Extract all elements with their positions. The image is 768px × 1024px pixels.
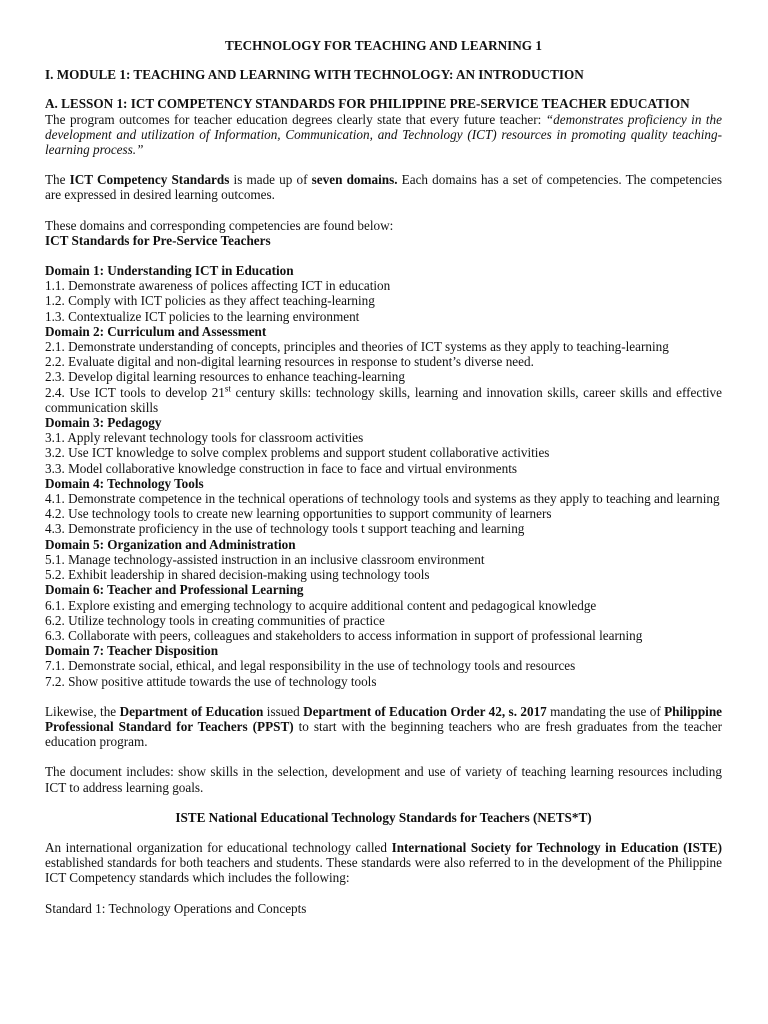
list-item (45, 385, 722, 415)
text: Each domains has a set of competencies. The competencies are expressed in desired learning outcomes. (45, 172, 723, 203)
list-item: 4.3. Demonstrate proficiency in the use of technology tools t support teaching and learning (45, 521, 525, 537)
document-title: TECHNOLOGY FOR TEACHING AND LEARNING 1 (225, 38, 542, 53)
list-item: 5.2. Exhibit leadership in shared decision-making using technology tools (45, 567, 430, 583)
intro-paragraph (45, 112, 722, 158)
text: established standards for both teachers and students. These standards were also referred to in the development of the Philippine ICT Competency standards which includes the following: (45, 855, 722, 886)
domains-intro: These domains and corresponding competencies are found below: (45, 217, 394, 233)
list-item: 4.1. Demonstrate competence in the technical operations of technology tools and systems as they apply to teaching and learning (45, 491, 720, 507)
list-item: 3.3. Model collaborative knowledge construction in face to face and virtual environments (45, 460, 518, 476)
list-item: 7.1. Demonstrate social, ethical, and legal responsibility in the use of technology tools and resources (45, 658, 576, 674)
standards-paragraph (45, 172, 722, 202)
text: The (45, 172, 70, 188)
domain-5-title: Domain 5: Organization and Administration (45, 536, 296, 552)
list-item: 3.2. Use ICT knowledge to solve complex problems and support student collaborative activities (45, 445, 550, 461)
list-item: 6.2. Utilize technology tools in creating communities of practice (45, 612, 385, 628)
text: to start with the beginning teachers who are fresh graduates from the teacher education program. (45, 718, 722, 750)
document-includes-paragraph: The document includes: show skills in the selection, development and use of variety of teaching learning resources including ICT to address learning goals. (45, 764, 722, 795)
intro-lead: The program outcomes for teacher education degrees clearly state that every future teacher: (45, 111, 546, 127)
text: issued (263, 703, 304, 719)
list-item: 1.3. Contextualize ICT policies to the learning environment (45, 308, 360, 324)
intro-quote: “demonstrates proficiency in the development and utilization of Information, Communication, and Technology (ICT) resources in promoting quality teaching-learning process.” (45, 111, 722, 158)
list-item: 2.2. Evaluate digital and non-digital learning resources in response to student’s diverse need. (45, 354, 534, 370)
superscript: st (224, 383, 231, 394)
iste-paragraph (45, 840, 722, 886)
list-item: 6.3. Collaborate with peers, colleagues and stakeholders to access information in support of professional learning (45, 627, 643, 643)
bold-text: seven domains. (311, 172, 398, 188)
lesson-heading: A. LESSON 1: ICT COMPETENCY STANDARDS FOR PHILIPPINE PRE-SERVICE TEACHER EDUCATION (45, 96, 690, 112)
bold-text: Department of Education Order 42, s. 2017 (303, 703, 547, 719)
list-item: 2.1. Demonstrate understanding of concepts, principles and theories of ICT systems as they apply to teaching-learning (45, 339, 669, 355)
bold-text: International Society for Technology in Education (ISTE) (391, 839, 722, 855)
text: is made up of (229, 172, 312, 188)
domain-1-title: Domain 1: Understanding ICT in Education (45, 263, 294, 279)
bold-text: Department of Education (119, 703, 264, 719)
list-item: 3.1. Apply relevant technology tools for classroom activities (45, 430, 364, 446)
domain-6-title: Domain 6: Teacher and Professional Learning (45, 582, 304, 598)
list-item: 7.2. Show positive attitude towards the use of technology tools (45, 673, 377, 689)
domain-4-title: Domain 4: Technology Tools (45, 475, 204, 491)
text: 2.4. Use ICT tools to develop 21 (45, 384, 225, 400)
standard-1: Standard 1: Technology Operations and Concepts (45, 900, 307, 916)
list-item: 1.1. Demonstrate awareness of polices affecting ICT in education (45, 278, 391, 294)
domain-3-title: Domain 3: Pedagogy (45, 415, 162, 431)
deped-paragraph (45, 704, 722, 750)
text: mandating the use of (546, 703, 665, 719)
domain-7-title: Domain 7: Teacher Disposition (45, 643, 219, 659)
list-item: 6.1. Explore existing and emerging technology to acquire additional content and pedagogical knowledge (45, 597, 597, 613)
list-item: 5.1. Manage technology-assisted instruction in an inclusive classroom environment (45, 551, 485, 567)
list-item: 2.3. Develop digital learning resources to enhance teaching-learning (45, 369, 405, 385)
module-heading: I. MODULE 1: TEACHING AND LEARNING WITH TECHNOLOGY: AN INTRODUCTION (45, 67, 584, 83)
bold-text: Philippine Professional Standard for Teachers (PPST) (45, 703, 723, 734)
domain-2-title: Domain 2: Curriculum and Assessment (45, 323, 267, 339)
list-item: 1.2. Comply with ICT policies as they affect teaching-learning (45, 293, 375, 309)
text: century skills: technology skills, learning and innovation skills, career skills and effective communication skills (45, 384, 722, 415)
list-item: 4.2. Use technology tools to create new learning opportunities to support community of learners (45, 506, 552, 522)
text: An international organization for educational technology called (45, 839, 392, 855)
standards-heading: ICT Standards for Pre-Service Teachers (45, 232, 271, 248)
text: Likewise, the (45, 703, 120, 719)
iste-heading: ISTE National Educational Technology Standards for Teachers (NETS*T) (175, 809, 592, 825)
bold-text: ICT Competency Standards (69, 172, 230, 188)
